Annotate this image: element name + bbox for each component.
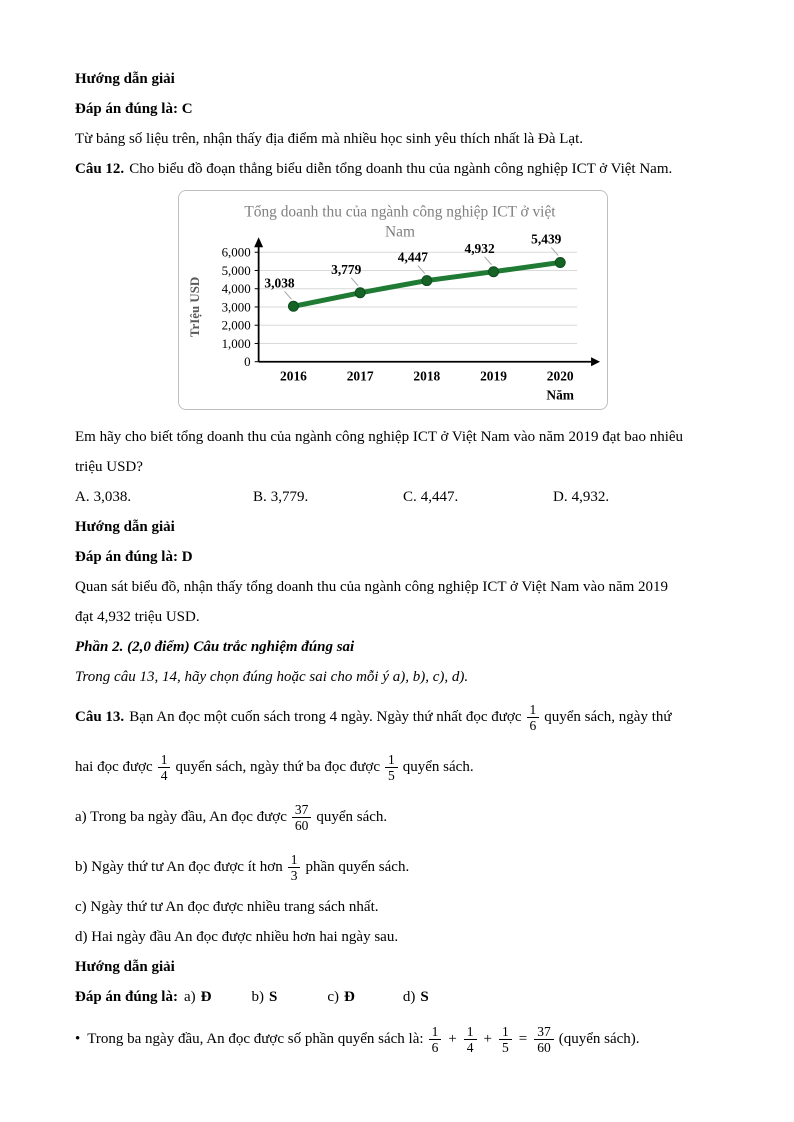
option-b-value: 3,779. <box>270 489 309 505</box>
q12-label: Câu 12. <box>75 161 125 177</box>
fraction-1-3: $\frac{1}{3}$ <box>288 852 301 884</box>
guide-heading-2: Hướng dẫn giải <box>75 519 175 535</box>
q12-intro-text: Cho biểu đồ đoạn thẳng biểu diễn tổng doanh thu của ngành công nghiệp ICT ở Việt Nam. <box>129 161 673 177</box>
para-dalat: Từ bảng số liệu trên, nhận thấy địa điểm mà nhiều học sinh yêu thích nhất là Đà Lạt. <box>75 131 583 147</box>
chart-title-line: Tổng doanh thu của ngành công nghiệp ICT ở việt <box>244 203 556 221</box>
label-leader-line <box>551 248 558 256</box>
y-tick-label: 0 <box>244 354 251 370</box>
x-tick-label: 2016 <box>280 368 307 384</box>
x-tick-label: 2020 <box>546 368 574 384</box>
answer-c: c) Đ <box>327 989 355 1005</box>
x-axis-arrow-icon <box>591 357 600 366</box>
part2-heading: Phần 2. (2,0 điểm) Câu trắc nghiệm đúng sai <box>75 639 355 655</box>
q13-text-3: hai đọc được <box>75 759 153 775</box>
y-tick-label: 3,000 <box>221 299 251 315</box>
sum-fraction-37-60: $\frac{37}{60}$ <box>534 1024 554 1056</box>
chart-title-line: Nam <box>384 223 415 241</box>
answer-a: a) Đ <box>183 989 212 1005</box>
q13-line2 <box>75 742 725 792</box>
answer-line-c: Đáp án đúng là: C <box>75 101 193 117</box>
label-leader-line <box>351 278 358 286</box>
guide-heading-3: Hướng dẫn giải <box>75 959 175 975</box>
data-point-marker <box>288 301 298 311</box>
part2-note: Trong câu 13, 14, hãy chọn đúng hoặc sai cho mỗi ý a), b), c), d). <box>75 669 469 685</box>
x-tick-label: 2018 <box>413 368 441 384</box>
sum-text-post: (quyển sách). <box>558 1031 640 1047</box>
label-leader-line <box>485 257 492 265</box>
item-a-text-post: quyển sách. <box>316 809 388 825</box>
x-tick-label: 2017 <box>346 368 374 384</box>
option-c <box>403 482 553 512</box>
option-a-value: 3,038. <box>93 489 132 505</box>
q12-question-line2: triệu USD? <box>75 459 143 475</box>
bullet-icon: • <box>75 1031 81 1047</box>
q13-answers-label: Đáp án đúng là: <box>75 989 178 1005</box>
data-point-marker <box>422 276 432 286</box>
q13-answer-line <box>75 982 725 1012</box>
item-b-text: b) Ngày thứ tư An đọc được ít hơn <box>75 859 283 875</box>
q12-explanation-line2: đạt 4,932 triệu USD. <box>75 609 200 625</box>
q13-line1 <box>75 692 725 742</box>
item-a-text: a) Trong ba ngày đầu, An đọc được <box>75 809 287 825</box>
data-point-marker <box>489 267 499 277</box>
fraction-1-4: $\frac{1}{4}$ <box>158 752 171 784</box>
answer-line-d: Đáp án đúng là: D <box>75 549 193 565</box>
q12-options <box>75 482 725 512</box>
q13-text-5: quyển sách. <box>402 759 474 775</box>
data-point-marker <box>555 257 565 267</box>
option-d <box>553 482 609 512</box>
item-b-text-post: phần quyển sách. <box>305 859 410 875</box>
q13-label: Câu 13. <box>75 709 125 725</box>
ict-chart-panel <box>178 190 608 410</box>
q13-item-d: d) Hai ngày đầu An đọc được nhiều hơn hai ngày sau. <box>75 929 399 945</box>
fraction-1-6: $\frac{1}{6}$ <box>527 702 540 734</box>
sum-fraction-1-4: $\frac{1}{4}$ <box>464 1024 477 1056</box>
plus-operator-2: + <box>483 1031 492 1047</box>
fraction-37-60: $\frac{37}{60}$ <box>292 802 312 834</box>
option-a-letter: A. <box>75 489 90 505</box>
y-tick-label: 5,000 <box>221 262 251 278</box>
x-tick-label: 2019 <box>480 368 507 384</box>
guide-heading-1: Hướng dẫn giải <box>75 71 175 87</box>
fraction-1-5: $\frac{1}{5}$ <box>385 752 398 784</box>
q13-item-a <box>75 792 725 842</box>
q12-intro <box>75 154 725 184</box>
equals-operator: = <box>518 1031 528 1047</box>
data-label: 4,932 <box>464 240 495 256</box>
q12-question-line1: Em hãy cho biết tổng doanh thu của ngành công nghiệp ICT ở Việt Nam vào năm 2019 đạt bao nhiêu <box>75 429 684 445</box>
answer-d: d) S <box>402 989 429 1005</box>
q12-explanation <box>75 572 725 632</box>
data-label: 4,447 <box>397 249 429 265</box>
option-d-letter: D. <box>553 489 568 505</box>
y-tick-label: 1,000 <box>221 335 251 351</box>
option-c-letter: C. <box>403 489 417 505</box>
option-b-letter: B. <box>253 489 267 505</box>
y-tick-label: 6,000 <box>221 244 251 260</box>
y-tick-label: 2,000 <box>221 317 251 333</box>
data-label: 3,038 <box>264 275 295 291</box>
data-point-marker <box>355 288 365 298</box>
q12-explanation-line1: Quan sát biểu đồ, nhận thấy tổng doanh thu của ngành công nghiệp ICT ở Việt Nam vào năm 2019 <box>75 579 669 595</box>
q13-text-1: Bạn An đọc một cuốn sách trong 4 ngày. Ngày thứ nhất đọc được <box>129 709 522 725</box>
q13-item-b <box>75 842 725 892</box>
data-label: 5,439 <box>531 231 562 247</box>
q12-question <box>75 422 725 482</box>
answer-b: b) S <box>251 989 278 1005</box>
q13-text-2: quyển sách, ngày thứ <box>544 709 672 725</box>
option-a <box>75 482 253 512</box>
label-leader-line <box>285 291 292 299</box>
sum-text: Trong ba ngày đầu, An đọc được số phần quyển sách là: <box>87 1031 424 1047</box>
label-leader-line <box>418 266 425 274</box>
option-d-value: 4,932. <box>571 489 610 505</box>
q13-text-4: quyển sách, ngày thứ ba đọc được <box>175 759 381 775</box>
y-axis-arrow-icon <box>254 237 263 247</box>
solution-sum-line <box>75 1012 725 1066</box>
plus-operator: + <box>448 1031 457 1047</box>
sum-fraction-1-5: $\frac{1}{5}$ <box>499 1024 512 1056</box>
option-c-value: 4,447. <box>420 489 459 505</box>
sum-fraction-1-6: $\frac{1}{6}$ <box>429 1024 442 1056</box>
x-axis-title: Năm <box>546 387 575 403</box>
option-b <box>253 482 403 512</box>
q13-item-c: c) Ngày thứ tư An đọc được nhiều trang sách nhất. <box>75 899 379 915</box>
data-label: 3,779 <box>331 261 362 277</box>
y-axis-title: TrIệu USD <box>186 276 202 338</box>
y-tick-label: 4,000 <box>221 281 251 297</box>
ict-line-chart <box>179 194 607 408</box>
